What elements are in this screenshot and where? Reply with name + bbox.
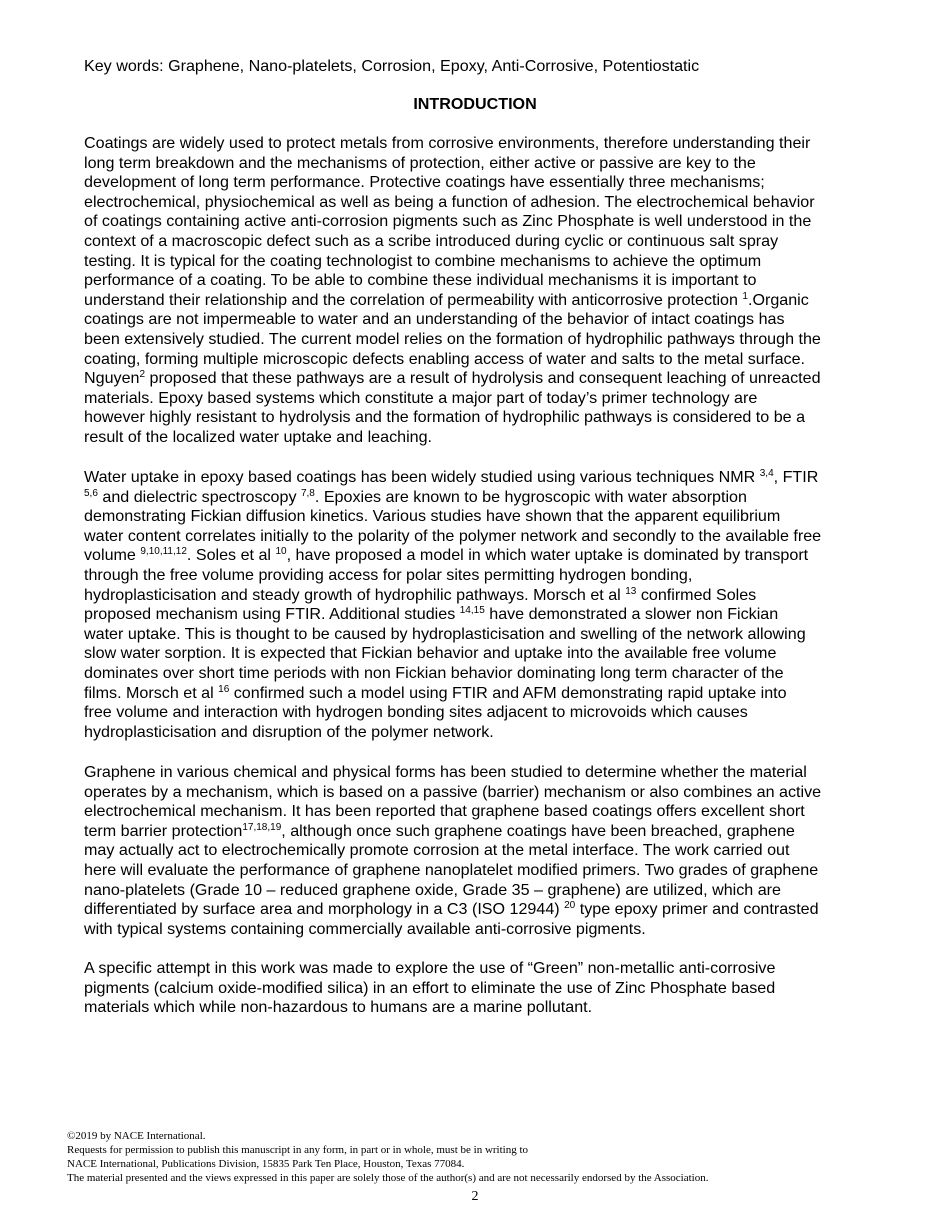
text-line: electrochemical, physiochemical as well as being a function of adhesion. The electrochemical behavior	[84, 192, 815, 211]
footer-address: NACE International, Publications Division, 15835 Park Ten Place, Houston, Texas 77084.	[67, 1158, 465, 1170]
text-line: materials which while non-hazardous to humans are a marine pollutant.	[84, 998, 593, 1017]
text-line: electrochemical mechanism. It has been reported that graphene based coatings offers excellent short	[84, 802, 805, 821]
text-line: through the free volume providing access for polar sites permitting hydrogen bonding,	[84, 565, 693, 584]
text-line: understand their relationship and the correlation of permeability with anticorrosive protection $^1$.Organic	[84, 290, 809, 309]
citation-superscript: 16	[218, 683, 230, 695]
text-line: volume $^{9,10,11,12}$. Soles et al $^{10}$, have proposed a model in which water uptake is dominated by transport	[84, 546, 809, 565]
page-number: 2	[471, 1189, 479, 1204]
text-line: may actually act to electrochemically promote corrosion at the metal interface. The work carried out	[84, 841, 790, 860]
text-line: here will evaluate the performance of graphene nanoplatelet modified primers. Two grades of graphene	[84, 860, 819, 879]
footer-copyright: ©2019 by NACE International.	[67, 1130, 206, 1142]
text-line: water content correlates initially to the polarity of the polymer network and secondly to the available free	[84, 526, 822, 545]
text-line: result of the localized water uptake and leaching.	[84, 427, 433, 446]
text-line: films. Morsch et al $^{16}$ confirmed such a model using FTIR and AFM demonstrating rapid uptake into	[84, 683, 787, 702]
text-line: Water uptake in epoxy based coatings has been widely studied using various techniques NMR $^{3,4}$, FTIR	[84, 468, 819, 486]
text-line: hydroplasticisation and disruption of the polymer network.	[84, 722, 494, 741]
text-line: $^{5,6}$ and dielectric spectroscopy $^{7,8}$. Epoxies are known to be hygroscopic with water absorption	[84, 487, 747, 506]
text-line: water uptake. This is thought to be caused by hydroplasticisation and swelling of the network allowing	[84, 624, 806, 643]
text-line: operates by a mechanism, which is based on a passive (barrier) mechanism or also combines an active	[84, 782, 822, 801]
text-line: Nguyen$^2$ proposed that these pathways are a result of hydrolysis and consequent leaching of unreacted	[84, 369, 821, 388]
text-line: proposed mechanism using FTIR. Additional studies $^{14,15}$ have demonstrated a slower non Fickian	[84, 605, 779, 624]
text-line: differentiated by surface area and morphology in a C3 (ISO 12944) $^{20}$ type epoxy primer and contrasted	[84, 900, 819, 919]
citation-superscript: 3,4	[759, 468, 774, 479]
text-line: of coatings containing active anti-corrosion pigments such as Zinc Phosphate is well understood in the	[84, 212, 812, 231]
citation-superscript: 13	[625, 585, 637, 597]
paragraph-3	[84, 763, 870, 939]
keywords-line: Key words: Graphene, Nano-platelets, Corrosion, Epoxy, Anti-Corrosive, Potentiostatic	[84, 57, 700, 75]
text-line: demonstrating Fickian diffusion kinetics. Various studies have shown that the apparent equilibrium	[84, 507, 781, 526]
citation-superscript: 2	[139, 369, 146, 381]
text-line: nano-platelets (Grade 10 – reduced graphene oxide, Grade 35 – graphene) are utilized, which are	[84, 880, 781, 899]
text-line: been extensively studied. The current model relies on the formation of hydrophilic pathways through the	[84, 329, 821, 348]
paragraph-1	[84, 134, 870, 448]
text-line: performance of a coating. To be able to combine these individual mechanisms it is important to	[84, 271, 757, 290]
text-line: development of long term performance. Protective coatings have essentially three mechanisms;	[84, 173, 765, 192]
text-line: with typical systems containing commercially available anti-corrosive pigments.	[84, 919, 646, 938]
citation-superscript: 14,15	[459, 605, 485, 617]
citation-superscript: 20	[564, 900, 576, 912]
text-line: hydroplasticisation and steady growth of hydrophilic pathways. Morsch et al $^{13}$ confirmed Soles	[84, 585, 757, 604]
text-line: however highly resistant to hydrolysis and the formation of hydrophilic pathways is considered to be a	[84, 408, 806, 427]
citation-superscript: 7,8	[300, 487, 315, 499]
section-heading-introduction: INTRODUCTION	[413, 95, 537, 113]
text-line: materials. Epoxy based systems which constitute a major part of today’s primer technology are	[84, 388, 758, 407]
text-line: dominates over short time periods with non Fickian behavior dominating long term character of the	[84, 663, 784, 682]
copyright-footer	[67, 1129, 907, 1185]
text-line: context of a macroscopic defect such as a scribe introduced during cyclic or continuous salt spray	[84, 231, 779, 250]
paragraph-4	[84, 959, 870, 1018]
text-line: free volume and interaction with hydrogen bonding sites adjacent to microvoids which causes	[84, 703, 748, 722]
text-line: term barrier protection$^{17,18,19}$, although once such graphene coatings have been breached, graphene	[84, 821, 795, 840]
citation-superscript: 9,10,11,12	[140, 546, 187, 558]
text-line: coating, forming multiple microscopic defects enabling access of water and salts to the metal surface.	[84, 349, 805, 368]
text-line: testing. It is typical for the coating technologist to combine mechanisms to achieve the optimum	[84, 251, 762, 270]
text-line: Coatings are widely used to protect metals from corrosive environments, therefore understanding their	[84, 134, 811, 152]
text-line: slow water sorption. It is expected that Fickian behavior and uptake into the available free volume	[84, 644, 777, 663]
citation-superscript: 5,6	[84, 487, 98, 499]
text-line: coatings are not impermeable to water and an understanding of the behavior of intact coatings has	[84, 310, 785, 329]
paragraph-2	[84, 468, 870, 742]
footer-disclaimer: The material presented and the views expressed in this paper are solely those of the author(s) and are not necessarily endorsed by the Association.	[67, 1172, 709, 1184]
footer-permission: Requests for permission to publish this manuscript in any form, in part or in whole, must be in writing to	[67, 1144, 529, 1156]
citation-superscript: 10	[275, 546, 287, 558]
text-line: long term breakdown and the mechanisms of protection, either active or passive are key to the	[84, 153, 756, 172]
text-line: pigments (calcium oxide-modified silica) in an effort to eliminate the use of Zinc Phosphate based	[84, 978, 776, 997]
text-line: A specific attempt in this work was made to explore the use of “Green” non-metallic anti-corrosive	[84, 959, 776, 977]
citation-superscript: 17,18,19	[242, 821, 282, 833]
citation-superscript: 1	[742, 290, 748, 302]
text-line: Graphene in various chemical and physical forms has been studied to determine whether the material	[84, 763, 807, 781]
